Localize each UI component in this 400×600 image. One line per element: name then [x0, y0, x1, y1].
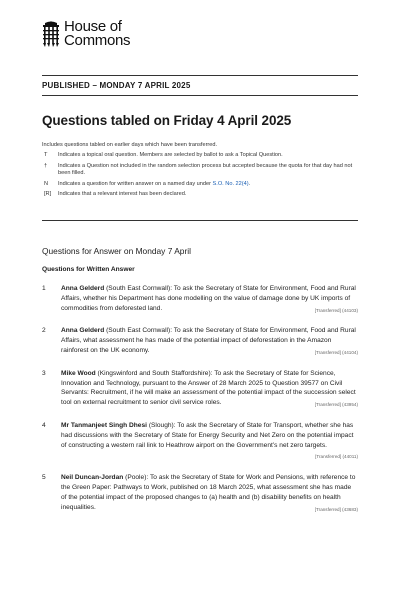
- legend-rule: [42, 220, 358, 221]
- question-number: 4: [42, 421, 46, 429]
- question-text: To ask the Secretary of State for Work and Pensions, with reference to the Green Paper: Pathways to Work, published on 18 March 2025, what assessment she has made of the potential impact of the proposed changes to (a) health and (b) disability benefits on health inequalities.: [61, 474, 356, 511]
- page-title: Questions tabled on Friday 4 April 2025: [42, 113, 292, 128]
- published-date: PUBLISHED – MONDAY 7 APRIL 2025: [42, 81, 191, 90]
- sub-heading: Questions for Written Answer: [42, 266, 135, 273]
- section-heading: Questions for Answer on Monday 7 April: [42, 246, 191, 256]
- question-item: [42, 284, 358, 315]
- legend-item-relevant-interest: [42, 191, 358, 199]
- question-tag: [Transferred] (43954): [314, 402, 358, 408]
- intro-text: Includes questions tabled on earlier days which have been transferred.: [42, 142, 218, 148]
- question-member: Anna Gelderd: [61, 285, 105, 292]
- legend-item-dagger: [42, 163, 358, 178]
- house-of-commons-logo: [42, 20, 130, 48]
- question-constituency: (Kingswinford and South Staffordshire):: [95, 369, 215, 377]
- standing-order-link[interactable]: S.O. No. 22(4): [212, 180, 249, 187]
- legend-symbol: †: [44, 162, 48, 169]
- question-member: Neil Duncan-Jordan: [61, 474, 124, 482]
- question-text: To ask the Secretary of State for Science, Innovation and Technology, pursuant to the Answer of 28 March 2025 to Question 39577 on Civil Servants: Recruitment, if he will make an assessment of the potential impact of the succession select tool on external recruitment to senior civil service roles.: [61, 369, 356, 407]
- question-tag: [Transferred] (43683): [314, 506, 358, 512]
- question-list: [42, 284, 358, 514]
- legend-text: Indicates a topical oral question. Members are selected by ballot to ask a Topical Question.: [58, 152, 283, 158]
- question-item: [42, 369, 358, 410]
- question-tag: [Transferred] (44104): [314, 349, 358, 355]
- question-constituency: (Slough):: [146, 421, 178, 429]
- question-constituency: (South East Cornwall):: [104, 285, 174, 292]
- question-member: Mike Wood: [61, 369, 96, 377]
- legend-item-named-day: [42, 181, 358, 189]
- published-rule: [42, 95, 358, 96]
- question-item: [42, 421, 358, 462]
- question-item: [42, 326, 358, 357]
- question-member: Anna Gelderd: [61, 327, 105, 335]
- legend-symbol: [R]: [44, 191, 52, 197]
- question-number: 5: [42, 474, 46, 482]
- portcullis-icon: [42, 21, 60, 47]
- legend-symbol: T: [44, 152, 48, 158]
- question-member: Mr Tanmanjeet Singh Dhesi: [61, 421, 147, 429]
- legend: [42, 152, 358, 202]
- question-number: 2: [42, 327, 46, 335]
- question-item: [42, 473, 358, 514]
- question-tag: [Transferred] (44103): [314, 307, 358, 313]
- legend-text: Indicates a question for written answer on a named day under: [58, 180, 213, 187]
- logo-line-1: House of: [64, 18, 122, 35]
- question-constituency: (Poole):: [123, 474, 150, 482]
- question-text: To ask the Secretary of State for Environment, Food and Rural Affairs, whether his Department has done modelling on the value of damage done by UK imports of commodities from deforested land.: [61, 285, 356, 312]
- logo-line-2: Commons: [64, 32, 131, 49]
- question-text: To ask the Secretary of State for Environment, Food and Rural Affairs, what assessment he has made of the potential impact of deforestation in the Amazon rainforest on the UK economy.: [61, 327, 356, 354]
- legend-text-suffix: .: [248, 180, 251, 187]
- question-constituency: (South East Cornwall):: [104, 327, 174, 335]
- question-text: To ask the Secretary of State for Transport, whether she has had discussions with the Secretary of State for Energy Security and Net Zero on the potential impact of constructing a western rail link to Heathrow airport on the Government’s net zero targets.: [61, 421, 354, 449]
- legend-item-topical: [42, 152, 358, 160]
- question-number: 3: [42, 369, 46, 377]
- legend-symbol: N: [44, 180, 49, 187]
- legend-text: Indicates a Question not included in the random selection process but accepted because the quota for that day had not been filled.: [58, 162, 353, 176]
- question-tag: [Transferred] (44011): [315, 454, 358, 460]
- legend-text: Indicates that a relevant interest has been declared.: [58, 191, 187, 197]
- top-rule: [42, 75, 358, 76]
- question-number: 1: [42, 285, 46, 292]
